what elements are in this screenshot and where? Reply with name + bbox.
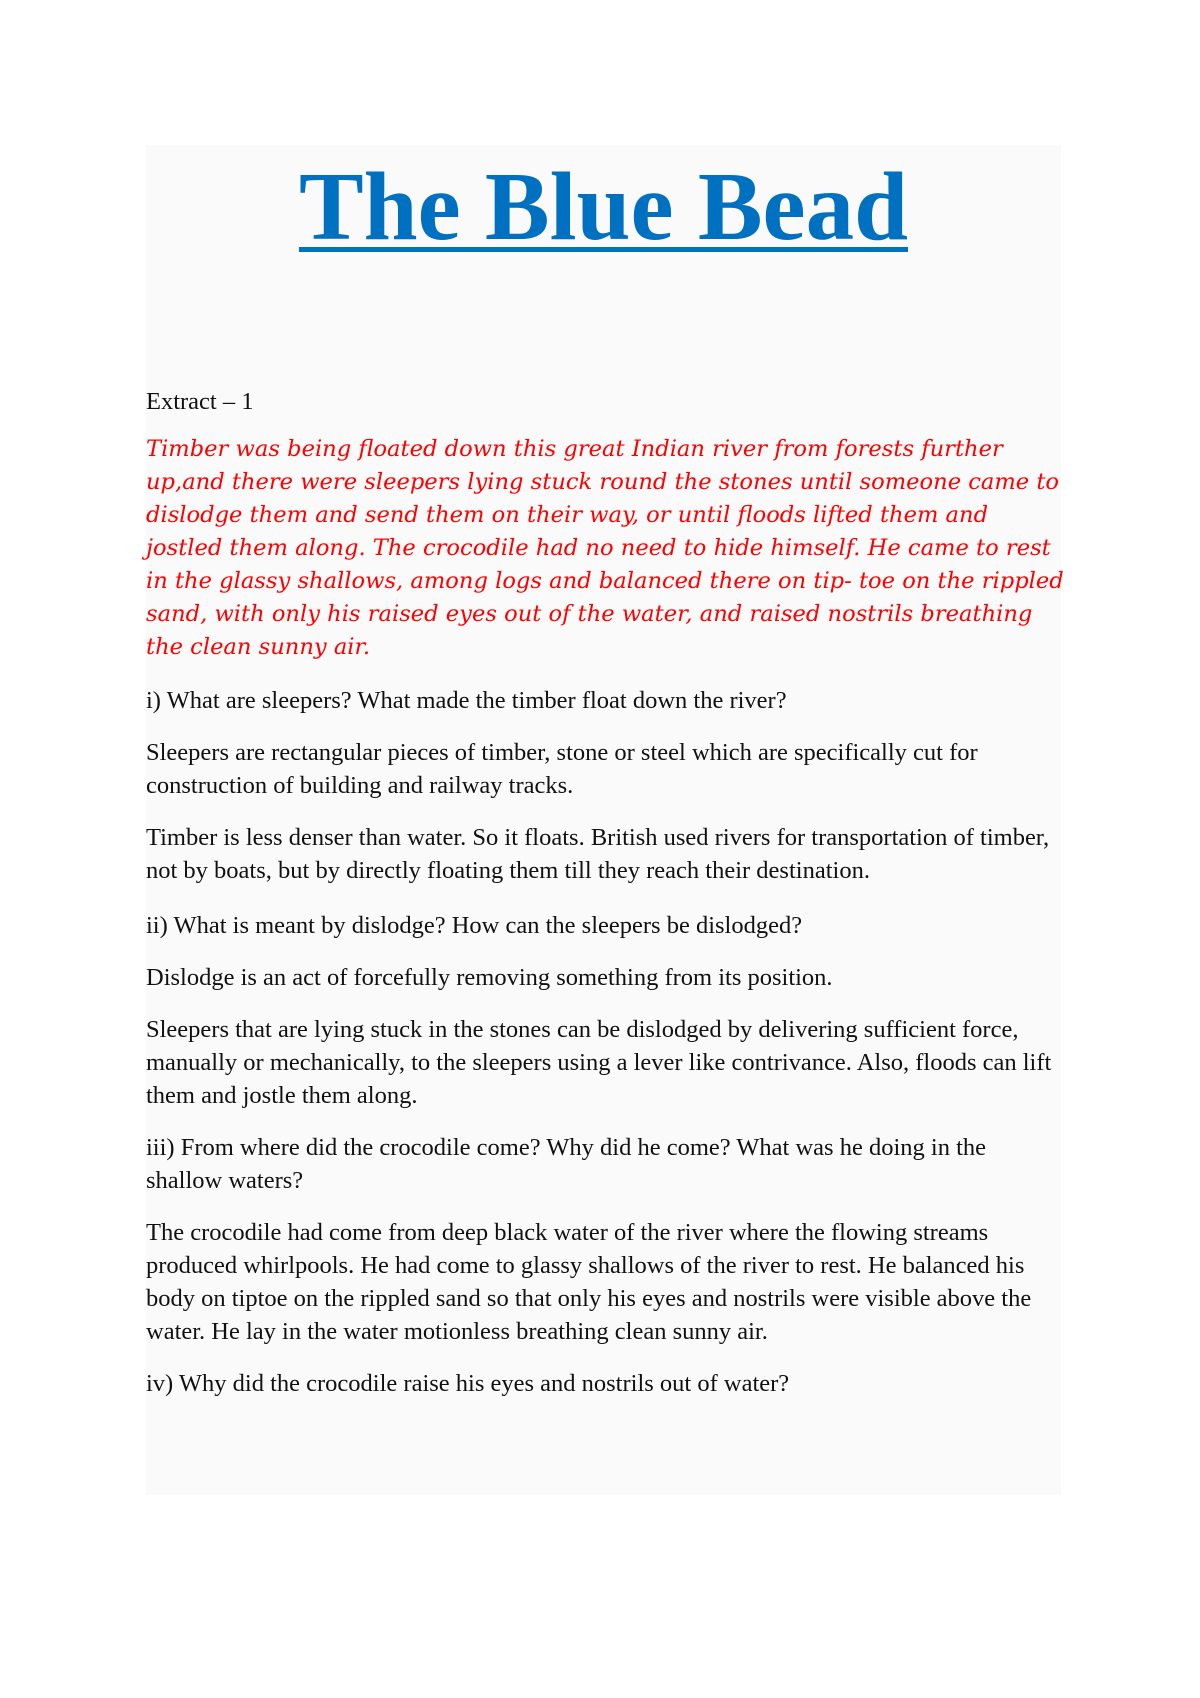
answer-1a: Sleepers are rectangular pieces of timber, stone or steel which are specifically cut for construction of building and railway tracks.	[146, 739, 978, 799]
document-body	[146, 385, 1068, 1419]
question-3: iii) From where did the crocodile come? Why did he come? What was he doing in the shallow waters?	[146, 1134, 987, 1194]
answer-1b: Timber is less denser than water. So it floats. British used rivers for transportation of timber, not by boats, but by directly floating them till they reach their destination.	[146, 824, 1050, 884]
question-4: iv) Why did the crocodile raise his eyes and nostrils out of water?	[146, 1370, 790, 1397]
answer-3: The crocodile had come from deep black water of the river where the flowing streams produced whirlpools. He had come to glassy shallows of the river to rest. He balanced his body on tiptoe on the rippled sand so that only his eyes and nostrils were visible above the water. He lay in the water motionless breathing clean sunny air.	[146, 1219, 1032, 1345]
extract-label: Extract – 1	[146, 388, 254, 415]
question-2: ii) What is meant by dislodge? How can the sleepers be dislodged?	[146, 912, 803, 939]
answer-2b: Sleepers that are lying stuck in the stones can be dislodged by delivering sufficient force, manually or mechanically, to the sleepers using a lever like contrivance. Also, floods can lift them and jostle them along.	[146, 1016, 1052, 1109]
question-1: i) What are sleepers? What made the timber float down the river?	[146, 687, 787, 714]
document-title: The Blue Bead	[298, 153, 909, 260]
extract-passage: Timber was being floated down this great Indian river from forests further up,and there were sleepers lying stuck round the stones until someone came to dislodge them and send them on their way, or until floods lifted them and jostled them along. The crocodile had no need to hide himself. He came to rest in the glassy shallows, among logs and balanced there on tip- toe on the rippled sand, with only his raised eyes out of the water, and raised nostrils breathing the clean sunny air.	[146, 436, 1064, 660]
answer-2a: Dislodge is an act of forcefully removing something from its position.	[146, 964, 833, 991]
